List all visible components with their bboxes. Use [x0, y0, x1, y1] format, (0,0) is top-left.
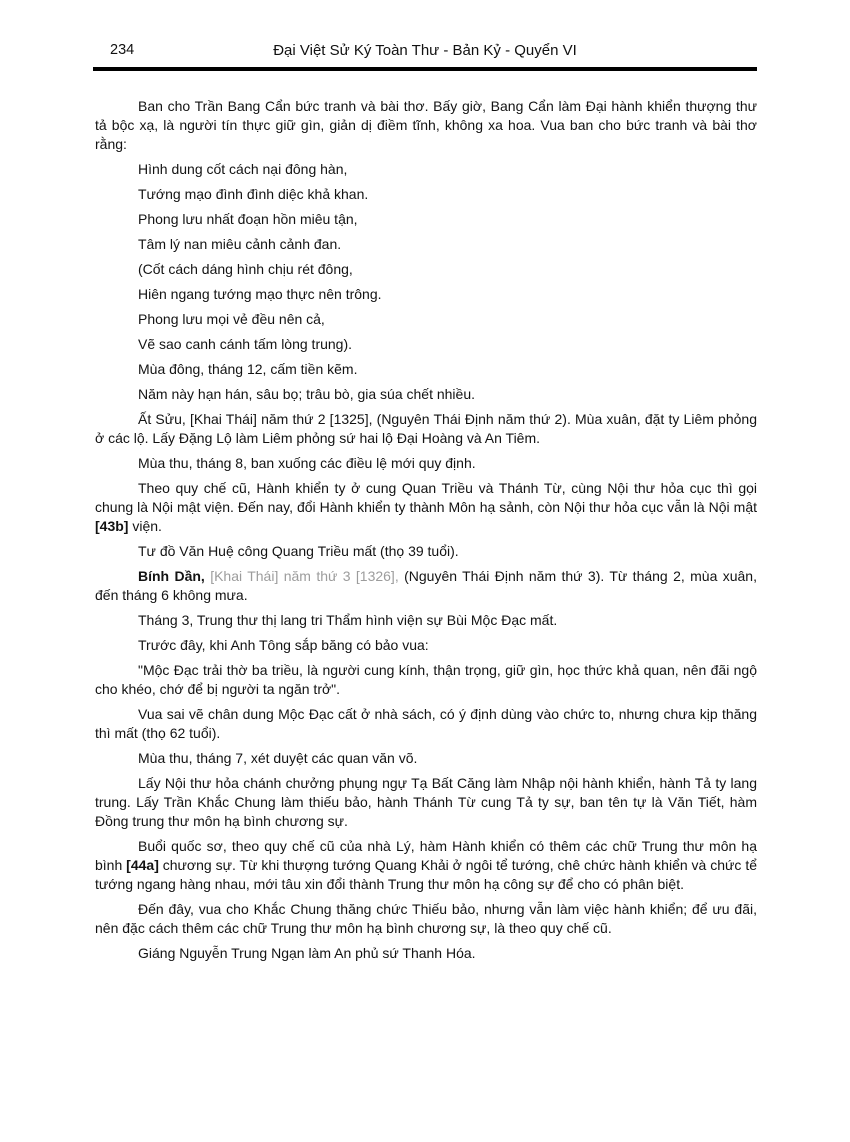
- document-page: [0, 42, 850, 1142]
- paragraph: [95, 900, 757, 938]
- verse-line: [95, 335, 757, 354]
- text-run: Phong lưu mọi vẻ đều nên cả,: [138, 311, 325, 327]
- paragraph: [95, 97, 757, 154]
- text-run: Ban cho Trần Bang Cẩn bức tranh và bài thơ. Bấy giờ, Bang Cẩn làm Đại hành khiển thượng thư tả bộc xạ, là người tín thực giữ gìn, giản dị điềm tĩnh, không xa hoa. Vua ban cho bức tranh và bài thơ rằng:: [95, 98, 757, 152]
- paragraph: [95, 567, 757, 605]
- text-run: Theo quy chế cũ, Hành khiển ty ở cung Quan Triều và Thánh Từ, cùng Nội thư hỏa cục thì gọi chung là Nội mật viện. Đến nay, đổi Hành khiển ty thành Môn hạ sảnh, còn Nội thư hỏa cục vẫn là Nội mật: [95, 480, 757, 515]
- verse-line: [95, 160, 757, 179]
- text-run: viện.: [128, 518, 162, 534]
- verse-line: [95, 185, 757, 204]
- muted-text-run: [Khai Thái] năm thứ 3 [1326],: [210, 568, 405, 584]
- text-run: Tư đồ Văn Huệ công Quang Triều mất (thọ 39 tuổi).: [138, 543, 459, 559]
- text-run: Tâm lý nan miêu cảnh cảnh đan.: [138, 236, 342, 252]
- paragraph: [95, 410, 757, 448]
- verse-line: [95, 260, 757, 279]
- verse-line: [95, 235, 757, 254]
- text-run: (Cốt cách dáng hình chịu rét đông,: [138, 261, 353, 277]
- text-run: Trước đây, khi Anh Tông sắp băng có bảo vua:: [138, 637, 429, 653]
- text-run: "Mộc Đạc trải thờ ba triều, là người cung kính, thận trọng, giữ gìn, học thức khả quan, nên đãi ngộ cho khéo, chớ để bị người ta ngăn trở".: [95, 662, 757, 697]
- paragraph: [95, 542, 757, 561]
- paragraph: [95, 661, 757, 699]
- paragraph: [95, 705, 757, 743]
- text-run: Mùa thu, tháng 7, xét duyệt các quan văn võ.: [138, 750, 418, 766]
- verse-line: [95, 285, 757, 304]
- text-run: Vua sai vẽ chân dung Mộc Đạc cất ở nhà sách, có ý định dùng vào chức to, nhưng chưa kịp thăng thì mất (thọ 62 tuổi).: [95, 706, 757, 741]
- text-run: (Nguyên Thái Định năm thứ 3). Từ tháng 2, mùa xuân, đến tháng 6 không mưa.: [95, 568, 757, 603]
- bold-text-run: [43b]: [95, 518, 129, 534]
- text-run: Vẽ sao canh cánh tấm lòng trung).: [138, 336, 353, 352]
- paragraph: [95, 944, 757, 963]
- paragraph: [95, 611, 757, 630]
- text-run: Lấy Nội thư hỏa chánh chưởng phụng ngự Tạ Bất Căng làm Nhập nội hành khiển, hành Tả ty lang trung. Lấy Trần Khắc Chung làm thiếu bảo, hành Thánh Từ cung Tả ty sự, ban tên tự là Văn Tiết, hàm Đồng trung thư môn hạ bình chương sự.: [95, 775, 757, 829]
- paragraph: [95, 479, 757, 536]
- page-number: 234: [110, 42, 135, 58]
- text-run: Mùa đông, tháng 12, cấm tiền kẽm.: [138, 361, 358, 377]
- verse-line: [95, 210, 757, 229]
- text-run: Hiên ngang tướng mạo thực nên trông.: [138, 286, 382, 302]
- header-title: Đại Việt Sử Ký Toàn Thư - Bản Kỷ - Quyển VI: [273, 42, 577, 59]
- paragraph: [95, 636, 757, 655]
- paragraph: [95, 749, 757, 768]
- text-run: Giáng Nguyễn Trung Ngạn làm An phủ sứ Thanh Hóa.: [138, 945, 476, 961]
- paragraph: [95, 774, 757, 831]
- text-run: Mùa thu, tháng 8, ban xuống các điều lệ mới quy định.: [138, 455, 476, 471]
- text-run: Buổi quốc sơ, theo quy chế cũ của nhà Lý, hàm Hành khiển có thêm các chữ Trung thư môn hạ bình: [95, 838, 757, 873]
- verse-line: [95, 310, 757, 329]
- paragraph: [95, 837, 757, 894]
- paragraph: [95, 360, 757, 379]
- paragraph: [95, 454, 757, 473]
- text-run: Tháng 3, Trung thư thị lang tri Thẩm hình viện sự Bùi Mộc Đạc mất.: [138, 612, 558, 628]
- text-run: Đến đây, vua cho Khắc Chung thăng chức Thiếu bảo, nhưng vẫn làm việc hành khiển; để ưu đãi, nên đặc cách thêm các chữ Trung thư môn hạ bình chương sự, là theo quy chế cũ.: [95, 901, 757, 936]
- bold-text-run: Bính Dần,: [138, 568, 211, 584]
- text-run: Ất Sửu, [Khai Thái] năm thứ 2 [1325], (Nguyên Thái Định năm thứ 2). Mùa xuân, đặt ty Liêm phỏng ở các lộ. Lấy Đặng Lộ làm Liêm phỏng sứ hai lộ Đại Hoàng và An Tiêm.: [95, 411, 757, 446]
- bold-text-run: [44a]: [126, 857, 159, 873]
- header-rule: [93, 67, 757, 71]
- text-run: Năm này hạn hán, sâu bọ; trâu bò, gia súa chết nhiều.: [138, 386, 476, 402]
- page-header: [93, 42, 757, 62]
- text-run: Hình dung cốt cách nại đông hàn,: [138, 161, 348, 177]
- text-run: chương sự. Từ khi thượng tướng Quang Khải ở ngôi tể tướng, chê chức hành khiển và chức tể tướng ngang hàng nhau, mới tâu xin đổi thành Trung thư môn hạ công sự để cho có phân biệt.: [95, 857, 757, 892]
- paragraph: [95, 385, 757, 404]
- document-body: [95, 97, 757, 963]
- text-run: Tướng mạo đình đình diệc khả khan.: [138, 186, 369, 202]
- text-run: Phong lưu nhất đoạn hồn miêu tận,: [138, 211, 358, 227]
